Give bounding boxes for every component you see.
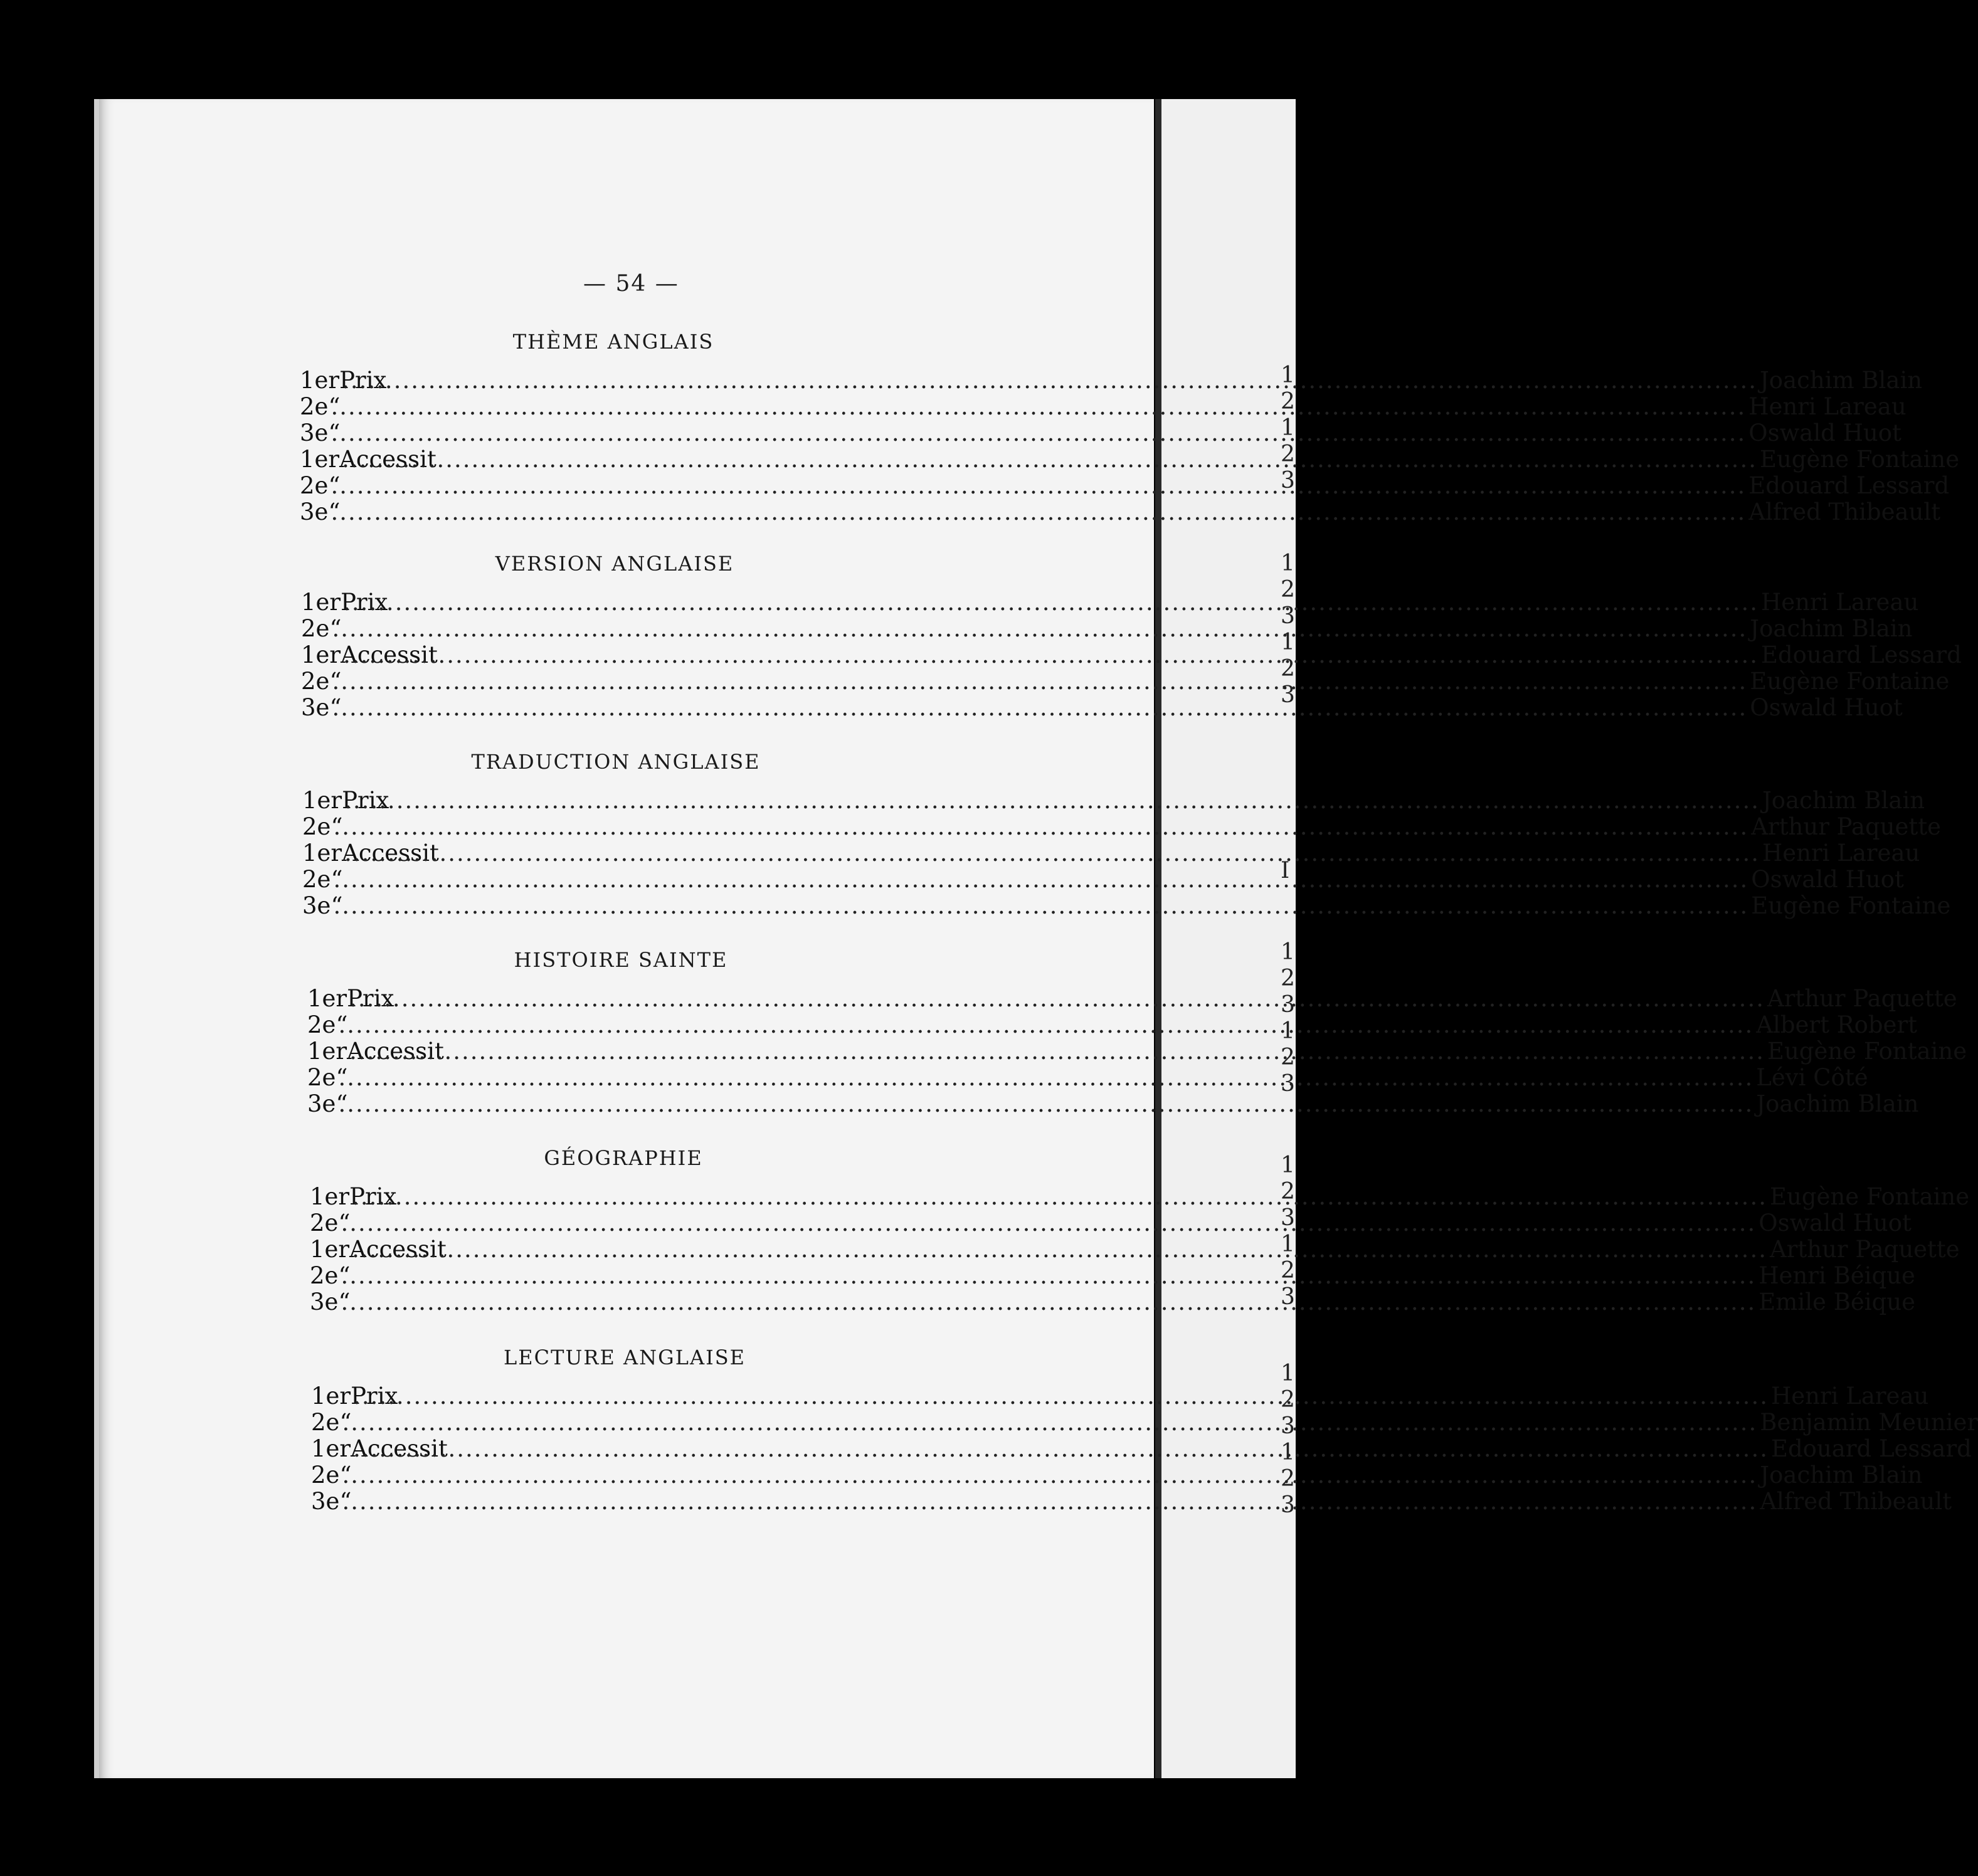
prize-row: 1er Accessit ..... Henri Lareau (302, 840, 980, 867)
student-name: Joachim Blain (1759, 367, 1923, 394)
prize-rank: 2e (302, 866, 331, 893)
prize-row: 1er Prix ..... Henri Lareau (311, 1383, 988, 1410)
dot-leader (342, 446, 1757, 473)
student-name: Arthur Paquette (1769, 1236, 1960, 1263)
dot-leader (342, 1410, 1757, 1436)
prize-row: 2e “ ..... Henri Lareau (300, 394, 977, 420)
dot-leader (344, 788, 1760, 814)
student-name: Joachim Blain (1750, 615, 1913, 642)
student-name: Emile Béique (1759, 1288, 1916, 1315)
dot-leader (349, 1038, 1765, 1065)
student-name: Eugène Fontaine (1759, 446, 1960, 473)
dot-leader (343, 589, 1759, 616)
facing-page-glyph: 1 (1281, 1231, 1295, 1257)
facing-page-glyph: 1 (1281, 939, 1295, 965)
facing-page-glyph: 3 (1281, 1284, 1295, 1310)
section-title: GÉOGRAPHIE (544, 1146, 703, 1170)
student-name: Henri Lareau (1748, 393, 1907, 420)
student-name: Alfred Thibeault (1760, 1488, 1952, 1515)
prize-rank: 2e (310, 1262, 339, 1289)
facing-page-glyph: 1 (1281, 1440, 1295, 1465)
student-name: Joachim Blain (1756, 1090, 1919, 1117)
prize-section (311, 1346, 1978, 1515)
student-name: Eugène Fontaine (1750, 668, 1950, 695)
student-name: Eugène Fontaine (1769, 1183, 1970, 1210)
dot-leader (341, 1263, 1756, 1289)
prize-rank: 1er (310, 1236, 350, 1263)
prize-rank: 1er (307, 985, 347, 1012)
facing-page-glyph: 1 (1281, 1018, 1295, 1044)
student-name: Eugène Fontaine (1751, 892, 1951, 919)
prize-section (307, 948, 1967, 1117)
prize-rank: 2e (300, 472, 329, 499)
student-name: Edouard Lessard (1748, 472, 1950, 499)
dot-leader (352, 1236, 1767, 1263)
student-name: Edouard Lessard (1760, 641, 1962, 668)
section-title: THÈME ANGLAIS (512, 330, 714, 354)
facing-page-glyph: 2 (1281, 1045, 1295, 1070)
prize-row: 1er Prix ..... Eugène Fontaine (310, 1184, 987, 1210)
prize-rank: 2e (311, 1462, 340, 1489)
facing-page-edge (1155, 99, 1296, 1778)
student-name: Joachim Blain (1762, 787, 1925, 814)
prize-row: 3e “ ..... Joachim Blain (307, 1091, 985, 1117)
student-name: Edouard Lessard (1770, 1435, 1972, 1462)
section-title: VERSION ANGLAISE (495, 552, 734, 576)
facing-page-glyph: 1 (1281, 362, 1295, 388)
prize-row: 3e “ ..... Alfred Thibeault (300, 499, 977, 525)
dot-leader (332, 695, 1747, 721)
prize-row: 1er Prix ..... Arthur Paquette (307, 986, 985, 1012)
prize-row: 2e “ ..... Lévi Côté (307, 1065, 985, 1091)
prize-rank: 1er (301, 641, 341, 668)
student-name: Arthur Paquette (1751, 813, 1942, 840)
prize-row: 2e “ ..... Albert Robert (307, 1012, 985, 1038)
prize-row: 3e “ ..... Emile Béique (310, 1289, 987, 1315)
student-name: Benjamin Meunier (1760, 1409, 1978, 1436)
dot-leader (338, 1091, 1753, 1117)
prize-rank: 1er (311, 1383, 351, 1410)
dot-leader (344, 840, 1760, 867)
prize-rank: 1er (311, 1435, 351, 1462)
section-title: TRADUCTION ANGLAISE (471, 750, 761, 774)
student-name: Alfred Thibeault (1748, 498, 1941, 525)
prize-rank: 2e (300, 393, 329, 420)
facing-page-glyph: 3 (1281, 1492, 1295, 1518)
student-name: Lévi Côté (1756, 1064, 1868, 1091)
prize-row: 1er Accessit ..... Edouard Lessard (311, 1436, 988, 1462)
facing-page-glyph: 2 (1281, 1466, 1295, 1492)
prize-row: 3e “ ..... Eugène Fontaine (302, 893, 980, 919)
dot-leader (343, 642, 1759, 668)
dot-leader (331, 420, 1746, 446)
dot-leader (342, 367, 1757, 394)
facing-page-glyph: 1 (1281, 630, 1295, 655)
prize-rank: 2e (310, 1209, 339, 1236)
student-name: Oswald Huot (1748, 419, 1901, 446)
prize-row: 1er Accessit ..... Eugène Fontaine (307, 1038, 985, 1065)
prize-section (302, 750, 1951, 919)
dot-leader (332, 616, 1747, 642)
student-name: Oswald Huot (1751, 866, 1904, 893)
prize-section (300, 330, 1960, 525)
prize-row: 2e “ ..... Henri Béique (310, 1263, 987, 1289)
prize-section (310, 1146, 1970, 1315)
facing-page-glyph: 3 (1281, 682, 1295, 708)
prize-rank: 2e (301, 668, 330, 695)
facing-page-glyph: 3 (1281, 468, 1295, 493)
prize-rank: 3e (310, 1288, 339, 1315)
student-name: Henri Lareau (1760, 589, 1919, 616)
student-name: Oswald Huot (1750, 694, 1903, 721)
prize-row: 3e “ ..... Oswald Huot (300, 420, 977, 446)
facing-page-glyph: 3 (1281, 1205, 1295, 1231)
prize-rank: 3e (300, 419, 329, 446)
dot-leader (331, 394, 1746, 420)
prize-rank: 3e (300, 498, 329, 525)
prize-rank: 2e (302, 813, 331, 840)
student-name: Albert Robert (1756, 1011, 1918, 1038)
dot-leader (353, 1383, 1769, 1410)
prize-rank: 2e (307, 1064, 336, 1091)
dot-leader (338, 1012, 1753, 1038)
student-name: Oswald Huot (1759, 1209, 1912, 1236)
prize-rank: 2e (307, 1011, 336, 1038)
prize-rank: 2e (301, 615, 330, 642)
prize-row: 1er Prix ..... Joachim Blain (300, 367, 977, 394)
prize-rank: 1er (302, 840, 342, 867)
student-name: Henri Lareau (1770, 1383, 1929, 1410)
dot-leader (333, 893, 1748, 919)
prize-rank: 1er (300, 367, 340, 394)
facing-page-glyph: 2 (1281, 577, 1295, 603)
facing-page-glyph: 1 (1281, 1152, 1295, 1178)
student-name: Henri Béique (1759, 1262, 1915, 1289)
facing-page-glyph: 2 (1281, 389, 1295, 414)
prize-row: 2e “ ..... Arthur Paquette (302, 814, 980, 840)
prize-row: 2e “ ..... Joachim Blain (311, 1462, 988, 1489)
facing-page-glyph: 2 (1281, 966, 1295, 991)
facing-page-glyph: 1 (1281, 551, 1295, 576)
prize-row: 2e “ ..... Eugène Fontaine (301, 668, 978, 695)
facing-page-glyph: I (1281, 858, 1290, 883)
prize-rank: 3e (307, 1090, 336, 1117)
dot-leader (333, 867, 1748, 893)
facing-page-glyph: 3 (1281, 603, 1295, 629)
prize-rank: 1er (301, 589, 341, 616)
student-name: Joachim Blain (1760, 1462, 1923, 1489)
dot-leader (333, 814, 1748, 840)
dot-leader (331, 473, 1746, 499)
prize-rank: 3e (311, 1488, 340, 1515)
prize-rank: 1er (302, 787, 342, 814)
student-name: Henri Lareau (1762, 840, 1920, 867)
prize-row: 3e “ ..... Oswald Huot (301, 695, 978, 721)
student-name: Eugène Fontaine (1767, 1038, 1967, 1065)
dot-leader (353, 1436, 1769, 1462)
section-title: LECTURE ANGLAISE (504, 1346, 746, 1369)
prize-rank: 3e (301, 694, 330, 721)
page-number: — 54 — (583, 271, 679, 297)
prize-row: 1er Accessit ..... Arthur Paquette (310, 1236, 987, 1263)
prize-row: 2e “ ..... Oswald Huot (310, 1210, 987, 1236)
prize-row: 1er Accessit ..... Eugène Fontaine (300, 446, 977, 473)
student-name: Arthur Paquette (1767, 985, 1957, 1012)
prize-row: 2e “ ..... Joachim Blain (301, 616, 978, 642)
facing-page-glyph: 3 (1281, 1413, 1295, 1439)
dot-leader (332, 668, 1747, 695)
facing-page-glyph: 1 (1281, 415, 1295, 441)
facing-page-glyph: 2 (1281, 1258, 1295, 1283)
facing-page-glyph: 1 (1281, 1361, 1295, 1386)
dot-leader (331, 499, 1746, 525)
facing-page-glyph: 2 (1281, 1179, 1295, 1204)
dot-leader (352, 1184, 1767, 1210)
prize-row: 1er Accessit ..... Edouard Lessard (301, 642, 978, 668)
facing-page-glyph: 2 (1281, 441, 1295, 467)
prize-row: 1er Prix ..... Joachim Blain (302, 788, 980, 814)
dot-leader (338, 1065, 1753, 1091)
facing-page-glyph: 3 (1281, 992, 1295, 1018)
prize-rank: 1er (300, 446, 340, 473)
prize-row: 1er Prix ..... Henri Lareau (301, 589, 978, 616)
dot-leader (349, 986, 1765, 1012)
dot-leader (341, 1210, 1756, 1236)
prize-rank: 2e (311, 1409, 340, 1436)
prize-row: 2e “ ..... Oswald Huot (302, 867, 980, 893)
prize-row: 2e “ ..... Benjamin Meunier (311, 1410, 988, 1436)
prize-row: 2e “ ..... Edouard Lessard (300, 473, 977, 499)
facing-page-glyph: 3 (1281, 1071, 1295, 1097)
prize-rank: 1er (310, 1183, 350, 1210)
dot-leader (342, 1489, 1757, 1515)
prize-rank: 3e (302, 892, 331, 919)
dot-leader (341, 1289, 1756, 1315)
dot-leader (342, 1462, 1757, 1489)
facing-page-glyph: 2 (1281, 1387, 1295, 1413)
section-title: HISTOIRE SAINTE (514, 948, 728, 972)
prize-rank: 1er (307, 1038, 347, 1065)
facing-page-glyph: 2 (1281, 656, 1295, 682)
prize-row: 3e “ ..... Alfred Thibeault (311, 1489, 988, 1515)
prize-section (301, 552, 1962, 721)
